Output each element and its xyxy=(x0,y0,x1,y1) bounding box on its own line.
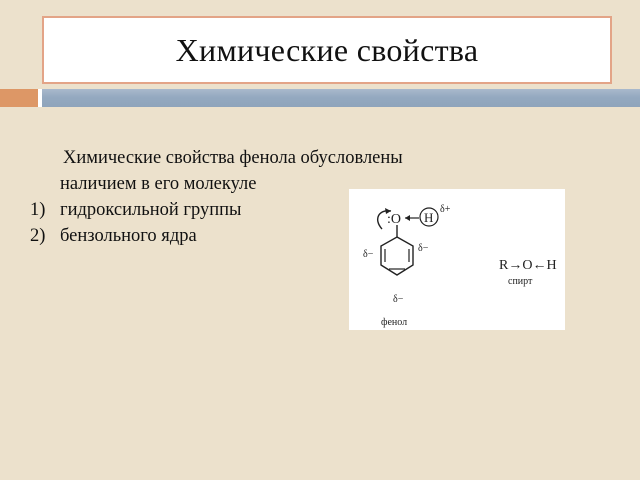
o-h-arrow-head xyxy=(405,215,410,221)
phenol-oxygen: :O xyxy=(387,212,401,227)
intro-line-2: наличием в его молекуле xyxy=(60,174,257,194)
delta-minus-right: δ− xyxy=(418,243,429,254)
list-item xyxy=(30,197,403,223)
alcohol-formula: R→O←H xyxy=(499,258,557,273)
slide-title: Химические свойства xyxy=(175,31,479,68)
title-box xyxy=(42,16,612,84)
phenol-caption: фенол xyxy=(381,317,408,328)
delta-minus-left: δ− xyxy=(363,249,374,260)
alcohol-caption: спирт xyxy=(508,276,533,287)
phenol-hydrogen: H xyxy=(424,210,434,225)
accent-stripe-orange xyxy=(0,89,38,107)
phenol-structure-diagram xyxy=(349,189,565,330)
accent-stripe-blue xyxy=(42,89,640,107)
list-item-number: 2) xyxy=(30,226,46,246)
list-item-text: бензольного ядра xyxy=(60,226,197,246)
intro-line-1: Химические свойства фенола обусловлены xyxy=(63,148,403,168)
phenol-structure-image xyxy=(349,189,565,330)
list-item-number: 1) xyxy=(30,200,46,220)
intro-paragraph xyxy=(30,145,403,197)
delta-plus-label: δ+ xyxy=(440,204,451,215)
list-item-text: гидроксильной группы xyxy=(60,200,242,220)
slide-body xyxy=(30,145,403,249)
list-item xyxy=(30,223,403,249)
delta-minus-bottom: δ− xyxy=(393,294,404,305)
